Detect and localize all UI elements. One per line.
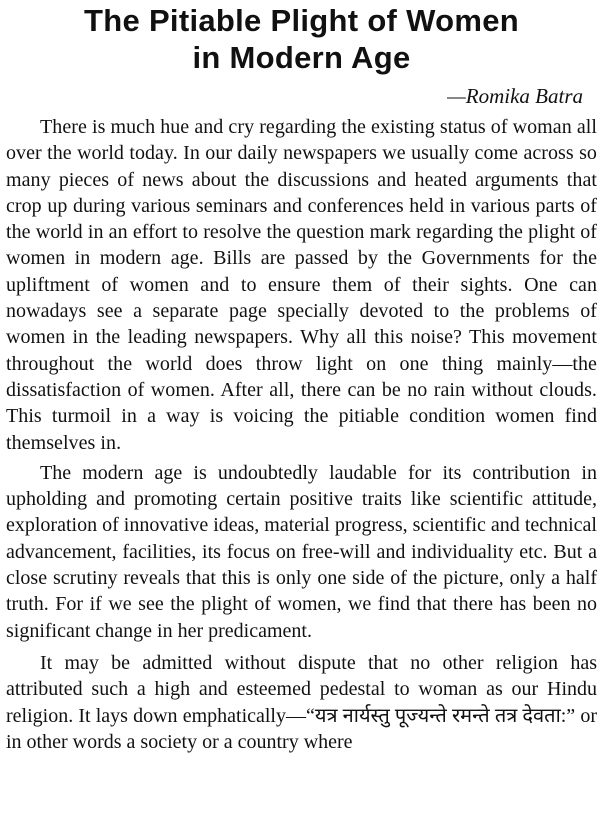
title-line-2: in Modern Age bbox=[192, 40, 411, 75]
article-title bbox=[6, 2, 597, 76]
title-line-1: The Pitiable Plight of Women bbox=[84, 3, 519, 38]
paragraph-3: It may be admitted without dispute that no other religion has attributed such a high and esteemed pedestal to woman as our Hindu religion. It lays down emphatically—“यत्र नार्यस्तु पूज्यन्ते रमन्ते तत्र देवता:” or in other words a society or a country where bbox=[6, 651, 597, 753]
author-byline: —Romika Batra bbox=[447, 84, 583, 108]
paragraph-2: The modern age is undoubtedly laudable for its contribution in upholding and promoting certain positive traits like scientific attitude, exploration of innovative ideas, material progress, scientific and technical advancement, facilities, its focus on free-will and individuality etc. But a close scrutiny reveals that this is only one side of the picture, only a half truth. For if we see the plight of women, we find that there has been no significant change in her predicament. bbox=[6, 461, 597, 642]
article-body bbox=[6, 114, 597, 755]
paragraph-1: There is much hue and cry regarding the existing status of woman all over the world today. In our daily newspapers we usually come across so many pieces of news about the discussions and heated arguments that crop up during various seminars and conferences held in various parts of the world in an effort to resolve the question mark regarding the plight of women in modern age. Bills are passed by the Governments for the upliftment of women and to ensure them of their sights. One can nowadays see a separate page specially devoted to the problems of women in the leading newspapers. Why all this noise? This movement throughout the world does throw light on one thing mainly—the dissatisfaction of women. After all, there can be no rain without clouds. This turmoil in a way is voicing the pitiable condition women find themselves in. bbox=[6, 116, 597, 454]
